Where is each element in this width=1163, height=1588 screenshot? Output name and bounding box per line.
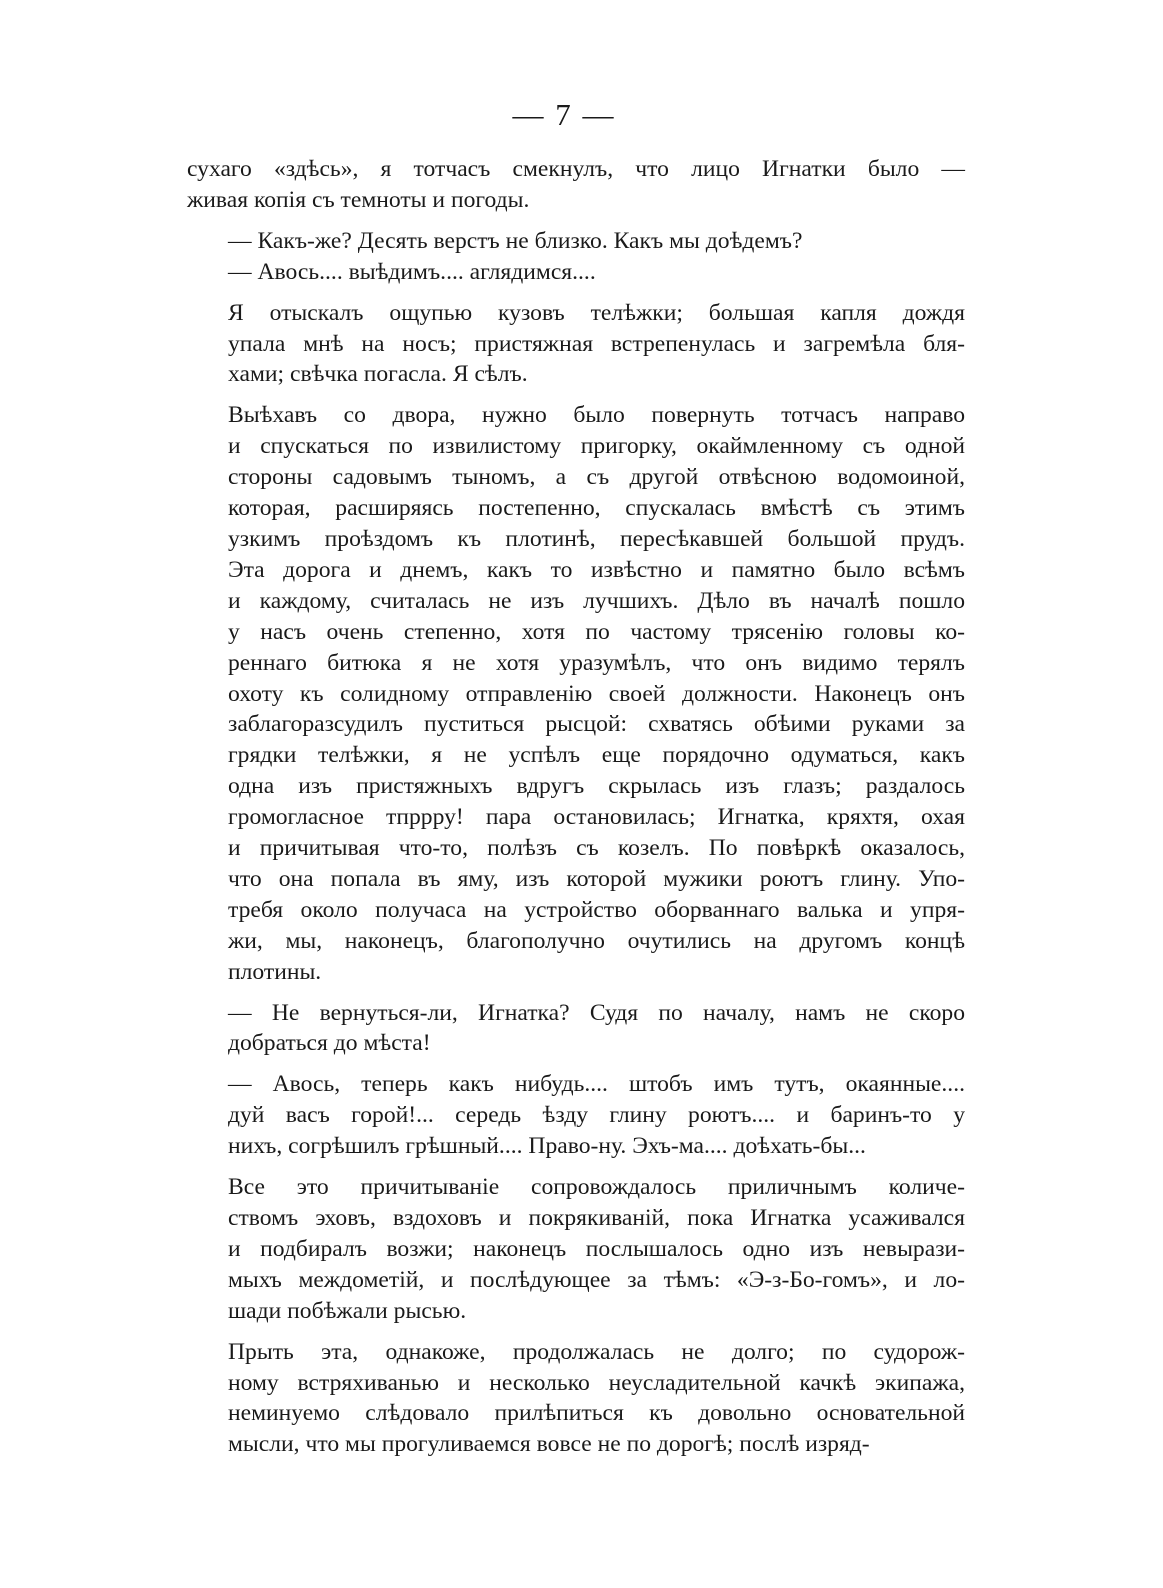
text-line: мыхъ междометій, и послѣдующее за тѣмъ: «Э-з-Бо-гомъ», и ло-: [228, 1266, 965, 1293]
text-line: сухаго «здѣсь», я тотчасъ смекнулъ, что лицо Игнатки было —: [187, 156, 965, 182]
text-line: и причитывая что-то, полѣзъ съ козелъ. По повѣркѣ оказалось,: [228, 835, 965, 862]
text-line: у насъ очень степенно, хотя по частому трясенію головы ко-: [228, 618, 965, 645]
text-line: одна изъ пристяжныхъ вдругъ скрылась изъ глазъ; раздалось: [228, 773, 965, 800]
paragraph-p1: [187, 154, 965, 216]
text-line: живая копія съ темноты и погоды.: [187, 186, 530, 213]
text-line: стороны садовымъ тыномъ, а съ другой отвѣсною водомоиной,: [228, 464, 965, 491]
text-line: добраться до мѣста!: [228, 1030, 431, 1057]
text-line: нихъ, согрѣшилъ грѣшный.... Право-ну. Эхъ-ма.... доѣхать-бы...: [228, 1133, 866, 1160]
text-line: что она попала въ яму, изъ которой мужики роютъ глину. Упо-: [228, 865, 965, 892]
text-line: ствомъ эховъ, вздоховъ и покрякиваній, пока Игнатка усаживался: [228, 1205, 965, 1231]
text-line: — Авось, теперь какъ нибудь.... штобъ имъ тутъ, окаянные....: [228, 1071, 965, 1098]
paragraph-p4: [187, 298, 965, 391]
text-line: Прыть эта, однакоже, продолжалась не долго; по судорож-: [228, 1338, 965, 1365]
paragraph-p9: [187, 1337, 965, 1461]
text-line: жи, мы, наконецъ, благополучно очутились на другомъ концѣ: [228, 927, 965, 954]
text-line: неминуемо слѣдовало прилѣпиться къ довольно основательной: [228, 1400, 965, 1427]
page-number: — 7 —: [512, 97, 616, 132]
text-line: — Авось.... выѣдимъ.... аглядимся....: [228, 258, 596, 285]
text-line: заблагоразсудилъ пуститься рысцой: схватясь обѣими руками за: [228, 711, 965, 738]
paragraph-p2: [187, 226, 965, 257]
paragraph-p5: [187, 400, 965, 987]
text-line: требя около получаса на устройство оборваннаго валька и упря-: [228, 896, 965, 923]
paragraph-p8: [187, 1172, 965, 1327]
text-line: и подбиралъ возжи; наконецъ послышалось одно изъ невырази-: [228, 1235, 965, 1262]
text-line: плотины.: [228, 958, 322, 985]
text-line: шади побѣжали рысью.: [228, 1297, 467, 1324]
text-line: ному встряхиванью и несколько неусладительной качкѣ экипажа,: [228, 1369, 965, 1396]
paragraph-p7: [187, 1069, 965, 1162]
text-line: которая, расширяясь постепенно, спускалась вмѣстѣ съ этимъ: [228, 495, 965, 522]
text-line: — Не вернуться-ли, Игнатка? Судя по началу, намъ не скоро: [228, 999, 965, 1026]
book-page: [187, 95, 965, 1470]
text-line: Выѣхавъ со двора, нужно было повернуть тотчасъ направо: [228, 402, 965, 429]
text-line: мысли, что мы прогуливаемся вовсе не по дорогѣ; послѣ изряд-: [228, 1431, 870, 1458]
text-line: Эта дорога и днемъ, какъ то извѣстно и памятно было всѣмъ: [228, 556, 965, 583]
text-body: [187, 154, 965, 1460]
text-line: реннаго битюка я не хотя уразумѣлъ, что онъ видимо терялъ: [228, 649, 965, 676]
text-line: Все это причитываніе сопровождалось приличнымъ количе-: [228, 1174, 965, 1201]
paragraph-p3: [187, 257, 965, 288]
text-line: хами; свѣчка погасла. Я сѣлъ.: [228, 361, 528, 388]
text-line: узкимъ проѣздомъ къ плотинѣ, пересѣкавшей большой прудъ.: [228, 525, 965, 552]
text-line: дуй васъ горой!... середь ѣзду глину роютъ.... и баринъ-то у: [228, 1102, 965, 1129]
paragraph-p6: [187, 998, 965, 1060]
text-line: грядки телѣжки, я не успѣлъ еще порядочно одуматься, какъ: [228, 742, 965, 769]
text-line: и спускаться по извилистому пригорку, окаймленному съ одной: [228, 433, 965, 460]
text-line: охоту къ солидному отправленію своей должности. Наконецъ онъ: [228, 680, 965, 707]
text-line: — Какъ-же? Десять верстъ не близко. Какъ мы доѣдемъ?: [228, 227, 803, 254]
text-line: громогласное тпррру! пара остановилась; Игнатка, кряхтя, охая: [228, 804, 965, 831]
text-line: упала мнѣ на носъ; пристяжная встрепенулась и загремѣла бля-: [228, 330, 965, 357]
text-line: и каждому, считалась не изъ лучшихъ. Дѣло въ началѣ пошло: [228, 587, 965, 614]
text-line: Я отыскалъ ощупью кузовъ телѣжки; большая капля дождя: [228, 299, 965, 326]
